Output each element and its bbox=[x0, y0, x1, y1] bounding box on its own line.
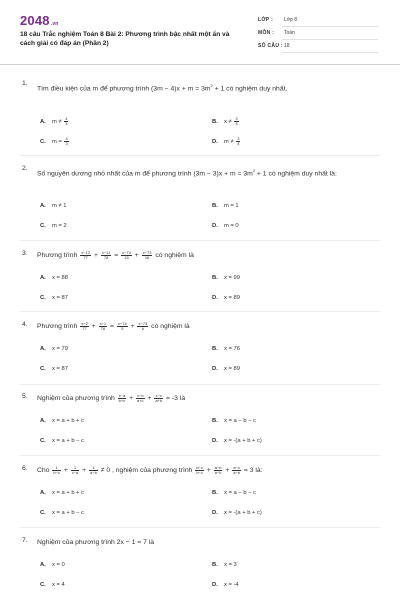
fraction-denominator: 16 bbox=[144, 254, 150, 260]
fraction-numerator: 1 bbox=[89, 466, 98, 471]
fraction bbox=[136, 394, 145, 403]
option-text: x = 4 bbox=[52, 582, 65, 588]
fraction-numerator: x−2 bbox=[81, 320, 88, 326]
fraction bbox=[234, 117, 238, 126]
option-label: B. bbox=[212, 119, 218, 126]
option-label: A. bbox=[40, 346, 46, 352]
option-text: x = 87 bbox=[52, 366, 68, 372]
fraction-denominator: b−c bbox=[196, 469, 203, 475]
stem-text: Nghiệm của phương trình bbox=[37, 395, 115, 402]
option-b[interactable] bbox=[212, 562, 237, 568]
stem-operator: + bbox=[82, 467, 87, 474]
option-a[interactable] bbox=[40, 346, 68, 352]
option-c[interactable] bbox=[40, 582, 65, 588]
stem-text: có nghiệm là bbox=[155, 252, 194, 259]
stem-text: có nghiệm là bbox=[151, 323, 190, 330]
question-divider bbox=[20, 155, 380, 156]
site-logo[interactable]: 2048.vn bbox=[20, 13, 59, 28]
fraction-denominator: 4 bbox=[235, 121, 238, 126]
question-stem bbox=[37, 165, 372, 179]
option-d[interactable] bbox=[212, 510, 262, 516]
question-number: 5. bbox=[22, 393, 28, 400]
option-a[interactable] bbox=[40, 275, 68, 281]
stem-operator: = bbox=[110, 323, 115, 330]
option-text: x = 0 bbox=[52, 562, 65, 568]
fraction-denominator: b−c bbox=[53, 469, 60, 475]
stem-exponent: 2 bbox=[210, 83, 213, 88]
fraction-denominator: 78 bbox=[100, 325, 106, 331]
option-b[interactable] bbox=[212, 418, 256, 424]
fraction-denominator: 77 bbox=[82, 325, 87, 331]
fraction-numerator: x−12 bbox=[81, 249, 91, 255]
fraction-numerator: x−1 bbox=[99, 320, 107, 326]
meta-question-count: SỐ CÂU : 18 bbox=[258, 43, 378, 53]
fraction-denominator: a+b bbox=[155, 397, 163, 403]
fraction-denominator: 3 bbox=[65, 121, 68, 126]
question-7 bbox=[0, 537, 400, 588]
stem-operator: = bbox=[114, 252, 119, 259]
fraction-numerator: x−73 bbox=[138, 320, 148, 326]
stem-text: Số nguyên dương nhỏ nhất của m để phương trình (3m − 3)x + m = 3m bbox=[37, 170, 253, 178]
question-divider bbox=[20, 311, 380, 312]
fraction bbox=[101, 251, 112, 260]
fraction-denominator: 5 bbox=[121, 325, 124, 331]
fraction-denominator: 78 bbox=[103, 254, 109, 260]
option-label: D. bbox=[212, 295, 218, 301]
question-divider bbox=[20, 455, 380, 456]
option-text: x = 89 bbox=[224, 366, 240, 372]
fraction-numerator: 4 bbox=[65, 116, 68, 121]
option-text: m ≠ bbox=[224, 139, 236, 146]
option-text: x = -(a + b + c) bbox=[224, 438, 262, 444]
fraction bbox=[80, 322, 89, 331]
meta-subject: MÔN : Toán bbox=[258, 30, 378, 40]
question-stem bbox=[37, 465, 372, 476]
fraction-denominator: b+c bbox=[118, 397, 126, 403]
option-label: B. bbox=[212, 490, 218, 496]
option-text: x = 3 bbox=[224, 562, 237, 568]
fraction-numerator: a−c bbox=[233, 464, 240, 470]
fraction-denominator: 77 bbox=[83, 254, 88, 260]
stem-operator: + bbox=[225, 467, 230, 474]
stem-text: = -3 là bbox=[166, 395, 186, 402]
question-divider bbox=[20, 527, 380, 528]
stem-text: Nghiệm của phương trình 2x − 1 = 7 là bbox=[37, 539, 155, 546]
fraction bbox=[64, 117, 68, 126]
fraction-denominator: a−b bbox=[233, 469, 240, 475]
question-number: 3. bbox=[22, 250, 28, 257]
fraction-numerator: a−b bbox=[214, 464, 222, 470]
option-text: x = a − b − c bbox=[224, 490, 257, 496]
option-label: C. bbox=[40, 438, 46, 444]
option-label: C. bbox=[40, 223, 46, 229]
fraction-denominator: a+c bbox=[137, 397, 144, 403]
option-d[interactable] bbox=[212, 295, 240, 301]
fraction-denominator: 6 bbox=[141, 325, 144, 331]
fraction-denominator: a−b bbox=[214, 469, 222, 475]
option-text: x = a + b + c bbox=[52, 418, 85, 424]
option-c[interactable] bbox=[40, 137, 70, 146]
stem-text: = 3 là: bbox=[243, 467, 263, 474]
option-d[interactable] bbox=[212, 366, 240, 372]
question-number: 6. bbox=[22, 465, 28, 472]
fraction bbox=[99, 322, 108, 331]
option-label: B. bbox=[212, 562, 218, 568]
question-stem bbox=[37, 250, 372, 261]
option-a[interactable] bbox=[40, 117, 69, 126]
fraction bbox=[236, 137, 240, 146]
option-b[interactable] bbox=[212, 490, 256, 496]
question-5 bbox=[0, 392, 400, 444]
fraction bbox=[154, 394, 163, 403]
option-text: m ≠ bbox=[52, 119, 64, 126]
fraction-numerator: x−73 bbox=[142, 249, 152, 255]
stem-operator: + bbox=[206, 467, 211, 474]
option-text: x = a + b + c bbox=[52, 490, 85, 496]
fraction-denominator: a−b bbox=[90, 469, 97, 475]
question-6 bbox=[0, 464, 400, 516]
option-label: C. bbox=[40, 295, 46, 301]
stem-operator: + bbox=[91, 323, 96, 330]
fraction bbox=[232, 466, 241, 475]
option-text: x = 88 bbox=[52, 275, 68, 281]
option-c[interactable] bbox=[40, 510, 84, 516]
option-label: C. bbox=[40, 366, 46, 372]
option-text: x = -(a + b + c) bbox=[224, 510, 262, 516]
option-text: x = 76 bbox=[224, 346, 240, 352]
option-a[interactable] bbox=[40, 490, 84, 496]
fraction-denominator: c−a bbox=[71, 469, 79, 475]
option-label: B. bbox=[212, 418, 218, 424]
question-2 bbox=[0, 165, 400, 229]
option-label: D. bbox=[212, 139, 218, 146]
option-label: C. bbox=[40, 510, 46, 516]
question-divider bbox=[20, 384, 380, 385]
fraction-denominator: 3 bbox=[65, 141, 68, 146]
stem-text: Phương trình bbox=[37, 323, 78, 330]
fraction-denominator: 4 bbox=[237, 141, 240, 146]
fraction bbox=[71, 466, 80, 475]
option-text: x = 87 bbox=[52, 295, 68, 301]
option-text: x = -4 bbox=[224, 582, 239, 588]
fraction-numerator: 4 bbox=[65, 136, 68, 141]
fraction-numerator: x−c bbox=[155, 392, 162, 398]
question-number: 2. bbox=[22, 165, 28, 172]
fraction-denominator: 15 bbox=[124, 254, 129, 260]
stem-operator: + bbox=[63, 467, 68, 474]
option-text: x = a + b − c bbox=[52, 438, 85, 444]
fraction bbox=[195, 466, 204, 475]
question-number: 1. bbox=[22, 80, 28, 87]
option-label: D. bbox=[212, 223, 218, 229]
question-stem bbox=[37, 537, 372, 548]
fraction bbox=[142, 251, 153, 260]
option-label: B. bbox=[212, 275, 218, 281]
stem-operator: + bbox=[147, 395, 152, 402]
stem-operator: + bbox=[130, 323, 135, 330]
stem-text: + 1 có nghiệm duy nhất. bbox=[212, 85, 288, 93]
option-label: D. bbox=[212, 366, 218, 372]
fraction bbox=[52, 466, 61, 475]
fraction bbox=[137, 322, 148, 331]
question-stem bbox=[37, 80, 372, 94]
fraction-numerator: 1 bbox=[71, 466, 80, 471]
option-c[interactable] bbox=[40, 295, 68, 301]
option-label: C. bbox=[40, 139, 46, 146]
stem-text: Tìm điều kiện của m để phương trình (3m − 4)x + m = 3m bbox=[37, 85, 211, 93]
question-number: 7. bbox=[22, 537, 28, 544]
fraction-numerator: x−a bbox=[118, 392, 126, 398]
stem-operator: + bbox=[134, 252, 139, 259]
option-d[interactable] bbox=[212, 137, 241, 146]
option-text: x = a − b − c bbox=[224, 418, 257, 424]
document-title: 18 câu Trắc nghiệm Toán 8 Bài 2: Phương trình bậc nhất một ẩn và cách giải có đáp án (Phần 2) bbox=[20, 31, 230, 47]
fraction bbox=[214, 466, 223, 475]
question-1 bbox=[0, 80, 400, 146]
option-label: A. bbox=[40, 418, 46, 424]
option-label: B. bbox=[212, 346, 218, 352]
fraction bbox=[117, 322, 128, 331]
option-label: A. bbox=[40, 275, 46, 281]
option-b[interactable] bbox=[212, 346, 240, 352]
option-label: A. bbox=[40, 203, 46, 209]
option-label: A. bbox=[40, 119, 46, 126]
stem-text: + 1 có nghiệm duy nhất là: bbox=[255, 170, 337, 178]
option-label: A. bbox=[40, 562, 46, 568]
stem-operator: + bbox=[129, 395, 134, 402]
fraction bbox=[118, 394, 127, 403]
option-text: m = bbox=[52, 139, 64, 146]
option-c[interactable] bbox=[40, 223, 67, 229]
stem-exponent: 2 bbox=[252, 168, 256, 173]
option-text: x = 79 bbox=[52, 346, 68, 352]
fraction-numerator: x−74 bbox=[122, 249, 131, 255]
stem-text: ≠ 0 , nghiệm của phương trình bbox=[100, 467, 193, 474]
option-b[interactable] bbox=[212, 117, 240, 126]
option-text: m ≠ 1 bbox=[52, 203, 67, 209]
option-label: D. bbox=[212, 510, 218, 516]
question-stem bbox=[37, 393, 372, 404]
document-header bbox=[0, 0, 400, 62]
meta-class: LỚP : Lớp 8 bbox=[258, 17, 378, 27]
stem-text: Phương trình bbox=[37, 252, 78, 259]
option-d[interactable] bbox=[212, 438, 262, 444]
option-c[interactable] bbox=[40, 438, 84, 444]
option-label: B. bbox=[212, 203, 218, 209]
question-3 bbox=[0, 249, 400, 301]
option-label: D. bbox=[212, 582, 218, 588]
fraction-numerator: x−b bbox=[137, 392, 144, 398]
option-label: A. bbox=[40, 490, 46, 496]
option-text: m = 2 bbox=[52, 223, 67, 229]
option-text: x ≠ bbox=[224, 119, 234, 126]
option-text: x = 89 bbox=[224, 295, 240, 301]
option-a[interactable] bbox=[40, 562, 65, 568]
fraction-numerator: 3 bbox=[235, 116, 238, 121]
stem-text: Cho bbox=[37, 467, 50, 474]
question-4 bbox=[0, 320, 400, 372]
option-d[interactable] bbox=[212, 582, 239, 588]
option-text: m = 1 bbox=[224, 203, 239, 209]
fraction-numerator: 1 bbox=[52, 466, 61, 471]
option-text: m = 0 bbox=[224, 223, 239, 229]
option-text: x = 99 bbox=[224, 275, 240, 281]
option-a[interactable] bbox=[40, 418, 84, 424]
fraction-numerator: x−74 bbox=[117, 320, 127, 326]
option-a[interactable] bbox=[40, 203, 66, 209]
stem-operator: + bbox=[93, 252, 98, 259]
option-c[interactable] bbox=[40, 366, 68, 372]
option-text: x = a + b − c bbox=[52, 510, 85, 516]
question-number: 4. bbox=[22, 321, 28, 328]
option-d[interactable] bbox=[212, 223, 239, 229]
option-b[interactable] bbox=[212, 203, 239, 209]
option-label: D. bbox=[212, 438, 218, 444]
question-divider bbox=[20, 240, 380, 241]
question-stem bbox=[37, 321, 372, 332]
fraction-numerator: b−c bbox=[196, 464, 203, 470]
fraction bbox=[121, 251, 132, 260]
header-divider bbox=[0, 64, 400, 65]
fraction-numerator: 3 bbox=[237, 136, 240, 141]
fraction bbox=[89, 466, 98, 475]
fraction bbox=[80, 251, 91, 260]
fraction-numerator: x−11 bbox=[101, 249, 111, 255]
option-label: C. bbox=[40, 582, 46, 588]
option-b[interactable] bbox=[212, 275, 240, 281]
fraction bbox=[64, 137, 68, 146]
